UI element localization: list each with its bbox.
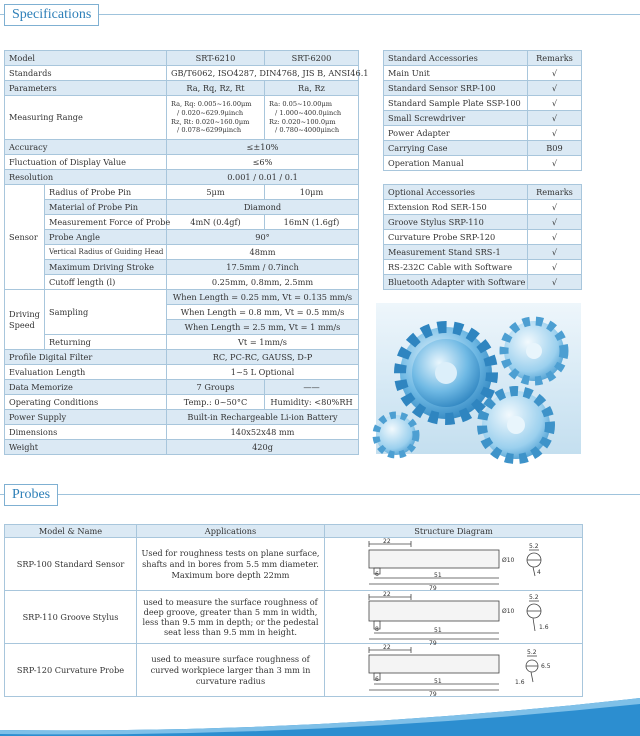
spec-row-filter bbox=[5, 350, 359, 365]
diagram-dim: 79 bbox=[429, 585, 437, 592]
probe-diagram bbox=[325, 538, 583, 591]
optional-name: Curvature Probe SRP-120 bbox=[384, 230, 528, 245]
spec-row-parameters bbox=[5, 81, 359, 96]
diagram-dim: 22 bbox=[383, 538, 391, 545]
range-label: Measuring Range bbox=[5, 96, 167, 140]
accessory-name: Standard Sensor SRP-100 bbox=[384, 81, 528, 96]
range-b-line: / 1.000~400.0μinch bbox=[275, 108, 342, 117]
optional-mark: √ bbox=[528, 230, 582, 245]
probes-col2: Applications bbox=[137, 525, 325, 538]
accessory-mark: √ bbox=[528, 156, 582, 171]
accessory-row bbox=[384, 96, 582, 111]
accessory-mark: √ bbox=[528, 66, 582, 81]
driving-row bbox=[5, 335, 359, 350]
spec-row-power bbox=[5, 410, 359, 425]
diagram-dim: 51 bbox=[434, 627, 442, 634]
optional-name: RS-232C Cable with Software bbox=[384, 260, 528, 275]
diagram-dim: Ø10 bbox=[502, 608, 515, 615]
accessory-name: Small Screwdriver bbox=[384, 111, 528, 126]
sensor-row-label: Measurement Force of Probe bbox=[45, 215, 167, 230]
probe-application: used to measure the surface roughness of deep groove, greater than 5 mm in width, less than 9.5 mm in depth; or the pedestal seat less than 9.5 mm in height. bbox=[137, 591, 325, 644]
accessory-row bbox=[384, 111, 582, 126]
probe-application: used to measure surface roughness of curved workpiece larger than 3 mm in curvature radius bbox=[137, 644, 325, 697]
sensor-row-label: Material of Probe Pin bbox=[45, 200, 167, 215]
dim-value: 140x52x48 mm bbox=[167, 425, 359, 440]
spec-row-evaluation bbox=[5, 365, 359, 380]
sensor-row-b: 16mN (1.6gf) bbox=[265, 215, 359, 230]
spec-row-range bbox=[5, 96, 359, 140]
optional-name: Measurement Stand SRS-1 bbox=[384, 245, 528, 260]
gear-bottom bbox=[482, 391, 550, 459]
optional-row bbox=[384, 215, 582, 230]
spec-row-resolution bbox=[5, 170, 359, 185]
accessory-row bbox=[384, 126, 582, 141]
probes-col1: Model & Name bbox=[5, 525, 137, 538]
standard-accessories-table bbox=[383, 50, 582, 171]
probe-diagram bbox=[325, 591, 583, 647]
gears-illustration bbox=[376, 303, 581, 454]
sensor-row bbox=[5, 275, 359, 290]
accessory-mark: √ bbox=[528, 111, 582, 126]
spec-row-operating bbox=[5, 395, 359, 410]
specifications-header bbox=[0, 4, 640, 26]
accessory-mark: B09 bbox=[528, 141, 582, 156]
sensor-row bbox=[5, 185, 359, 200]
optional-row bbox=[384, 275, 582, 290]
probe-row bbox=[5, 644, 583, 697]
optional-col1: Optional Accessories bbox=[384, 185, 528, 200]
accessory-row bbox=[384, 141, 582, 156]
sensor-row-label: Probe Angle bbox=[45, 230, 167, 245]
driving-row bbox=[5, 290, 359, 305]
sensor-row-label: Vertical Radius of Guiding Head bbox=[45, 245, 167, 260]
eval-value: 1~5 L Optional bbox=[167, 365, 359, 380]
driving-label: Driving Speed bbox=[5, 290, 45, 350]
memo-b: —— bbox=[265, 380, 359, 395]
optional-name: Bluetooth Adapter with Software bbox=[384, 275, 528, 290]
sensor-row-label: Maximum Driving Stroke bbox=[45, 260, 167, 275]
returning-label: Returning bbox=[45, 335, 167, 350]
diagram-dim: 5.2 bbox=[529, 594, 539, 601]
sensor-row bbox=[5, 200, 359, 215]
accuracy-label: Accuracy bbox=[5, 140, 167, 155]
optional-row bbox=[384, 260, 582, 275]
probe-row bbox=[5, 538, 583, 591]
accessory-name: Carrying Case bbox=[384, 141, 528, 156]
accessory-mark: √ bbox=[528, 96, 582, 111]
resolution-label: Resolution bbox=[5, 170, 167, 185]
optional-row bbox=[384, 230, 582, 245]
accessory-mark: √ bbox=[528, 81, 582, 96]
sampling-value: When Length = 2.5 mm, Vt = 1 mm/s bbox=[167, 320, 359, 335]
accessory-name: Operation Manual bbox=[384, 156, 528, 171]
range-a-line: Rz, Rt: 0.020~160.0μm bbox=[171, 117, 250, 126]
sensor-row bbox=[5, 230, 359, 245]
accessories-header bbox=[384, 51, 582, 66]
probe-structure-diagram bbox=[329, 644, 579, 698]
probe-row bbox=[5, 591, 583, 644]
diagram-dim: 8 bbox=[375, 626, 379, 633]
sensor-row-a: 5μm bbox=[167, 185, 265, 200]
specification-table bbox=[4, 50, 369, 455]
sensor-row-value: 90° bbox=[167, 230, 359, 245]
sensor-row-value: 17.5mm / 0.7inch bbox=[167, 260, 359, 275]
op-label: Operating Conditions bbox=[5, 395, 167, 410]
gear-large bbox=[400, 327, 492, 419]
probe-application: Used for roughness tests on plane surface, shafts and in bores from 5.5 mm diameter. Maximum bore depth 22mm bbox=[137, 538, 325, 591]
probe-name: SRP-100 Standard Sensor bbox=[5, 538, 137, 591]
standards-label: Standards bbox=[5, 66, 167, 81]
probes-col3: Structure Diagram bbox=[325, 525, 583, 538]
diagram-dim: 5.2 bbox=[527, 649, 537, 656]
optional-mark: √ bbox=[528, 260, 582, 275]
parameters-b: Ra, Rz bbox=[265, 81, 359, 96]
memo-a: 7 Groups bbox=[167, 380, 265, 395]
fluct-value: ≤6% bbox=[167, 155, 359, 170]
diagram-dim: 79 bbox=[429, 640, 437, 647]
range-b-line: Rz: 0.020~100.0μm bbox=[269, 117, 336, 126]
probe-name: SRP-110 Groove Stylus bbox=[5, 591, 137, 644]
diagram-dim: 79 bbox=[429, 691, 437, 698]
optional-accessories-table bbox=[383, 184, 582, 290]
op-a: Temp.: 0~50°C bbox=[167, 395, 265, 410]
specifications-title: Specifications bbox=[4, 4, 99, 26]
model-label: Model bbox=[5, 51, 167, 66]
probes-table bbox=[4, 524, 583, 697]
weight-label: Weight bbox=[5, 440, 167, 455]
spec-row-memorize bbox=[5, 380, 359, 395]
range-b-line: Ra: 0.05~10.00μm bbox=[269, 100, 332, 109]
accessory-name: Power Adapter bbox=[384, 126, 528, 141]
filter-value: RC, PC-RC, GAUSS, D-P bbox=[167, 350, 359, 365]
op-b: Humidity: <80%RH bbox=[265, 395, 359, 410]
sensor-row-b: 10μm bbox=[265, 185, 359, 200]
range-a-line: / 0.078~6299μinch bbox=[177, 126, 242, 135]
optional-mark: √ bbox=[528, 245, 582, 260]
sampling-value: When Length = 0.8 mm, Vt = 0.5 mm/s bbox=[167, 305, 359, 320]
probe-structure-diagram bbox=[329, 538, 579, 592]
diagram-dim: Ø10 bbox=[502, 557, 515, 564]
diagram-dim: 51 bbox=[434, 678, 442, 685]
accessory-name: Main Unit bbox=[384, 66, 528, 81]
diagram-dim: 6 bbox=[375, 676, 379, 683]
accessories-col2: Remarks bbox=[528, 51, 582, 66]
returning-value: Vt = 1mm/s bbox=[167, 335, 359, 350]
range-a-line: / 0.020~629.9μinch bbox=[177, 108, 244, 117]
optional-name: Extension Rod SER-150 bbox=[384, 200, 528, 215]
sensor-row bbox=[5, 245, 359, 260]
optional-mark: √ bbox=[528, 215, 582, 230]
parameters-a: Ra, Rq, Rz, Rt bbox=[167, 81, 265, 96]
spec-row-dimensions bbox=[5, 425, 359, 440]
diagram-dim: 22 bbox=[383, 644, 391, 651]
diagram-dim: 5.2 bbox=[529, 543, 539, 550]
optional-col2: Remarks bbox=[528, 185, 582, 200]
diagram-dim: 51 bbox=[434, 572, 442, 579]
standards-value: GB/T6062, ISO4287, DIN4768, JIS B, ANSI46.1 bbox=[167, 66, 359, 81]
parameters-label: Parameters bbox=[5, 81, 167, 96]
filter-label: Profile Digital Filter bbox=[5, 350, 167, 365]
probe-name: SRP-120 Curvature Probe bbox=[5, 644, 137, 697]
sampling-label: Sampling bbox=[45, 290, 167, 335]
diagram-dim: 6.5 bbox=[541, 663, 551, 670]
model-b: SRT-6200 bbox=[265, 51, 359, 66]
diagram-dim: 22 bbox=[383, 591, 391, 598]
optional-row bbox=[384, 200, 582, 215]
spec-row-fluctuation bbox=[5, 155, 359, 170]
probe-diagram bbox=[325, 644, 583, 697]
sensor-label: Sensor bbox=[5, 185, 45, 290]
weight-value: 420g bbox=[167, 440, 359, 455]
accuracy-value: ≤±10% bbox=[167, 140, 359, 155]
sensor-row-value: 48mm bbox=[167, 245, 359, 260]
range-b bbox=[265, 96, 359, 140]
gear-right bbox=[504, 321, 564, 381]
eval-label: Evaluation Length bbox=[5, 365, 167, 380]
sensor-row-value: 0.25mm, 0.8mm, 2.5mm bbox=[167, 275, 359, 290]
sensor-row-label: Radius of Probe Pin bbox=[45, 185, 167, 200]
gear-small bbox=[376, 415, 416, 455]
optional-mark: √ bbox=[528, 200, 582, 215]
sampling-value: When Length = 0.25 mm, Vt = 0.135 mm/s bbox=[167, 290, 359, 305]
gears-image bbox=[376, 303, 581, 454]
sensor-row bbox=[5, 215, 359, 230]
diagram-dim: 1.6 bbox=[539, 624, 549, 631]
diagram-dim: 6 bbox=[375, 571, 379, 578]
range-a-line: Ra, Rq: 0.005~16.00μm bbox=[171, 100, 252, 109]
optional-row bbox=[384, 245, 582, 260]
model-a: SRT-6210 bbox=[167, 51, 265, 66]
power-value: Built-in Rechargeable Li-ion Battery bbox=[167, 410, 359, 425]
range-b-line: / 0.780~4000μinch bbox=[275, 126, 340, 135]
sensor-row-value: Diamond bbox=[167, 200, 359, 215]
spec-row-standards bbox=[5, 66, 359, 81]
accessory-row bbox=[384, 81, 582, 96]
optional-mark: √ bbox=[528, 275, 582, 290]
accessory-row bbox=[384, 156, 582, 171]
fluct-label: Fluctuation of Display Value bbox=[5, 155, 167, 170]
optional-name: Groove Stylus SRP-110 bbox=[384, 215, 528, 230]
dim-label: Dimensions bbox=[5, 425, 167, 440]
accessory-mark: √ bbox=[528, 126, 582, 141]
spec-row-model bbox=[5, 51, 359, 66]
footer-wave bbox=[0, 690, 640, 736]
diagram-dim: 1.6 bbox=[515, 679, 525, 686]
sensor-row-label: Cutoff length (l) bbox=[45, 275, 167, 290]
sensor-row bbox=[5, 260, 359, 275]
accessory-row bbox=[384, 66, 582, 81]
diagram-dim: 4 bbox=[537, 569, 541, 576]
spec-row-accuracy bbox=[5, 140, 359, 155]
resolution-value: 0.001 / 0.01 / 0.1 bbox=[167, 170, 359, 185]
optional-header bbox=[384, 185, 582, 200]
sensor-row-a: 4mN (0.4gf) bbox=[167, 215, 265, 230]
power-label: Power Supply bbox=[5, 410, 167, 425]
memo-label: Data Memorize bbox=[5, 380, 167, 395]
probe-structure-diagram bbox=[329, 591, 579, 647]
accessory-name: Standard Sample Plate SSP-100 bbox=[384, 96, 528, 111]
probes-header bbox=[0, 484, 640, 506]
range-a bbox=[167, 96, 265, 140]
probes-header-row bbox=[5, 525, 583, 538]
spec-row-weight bbox=[5, 440, 359, 455]
probes-title: Probes bbox=[4, 484, 58, 506]
accessories-col1: Standard Accessories bbox=[384, 51, 528, 66]
